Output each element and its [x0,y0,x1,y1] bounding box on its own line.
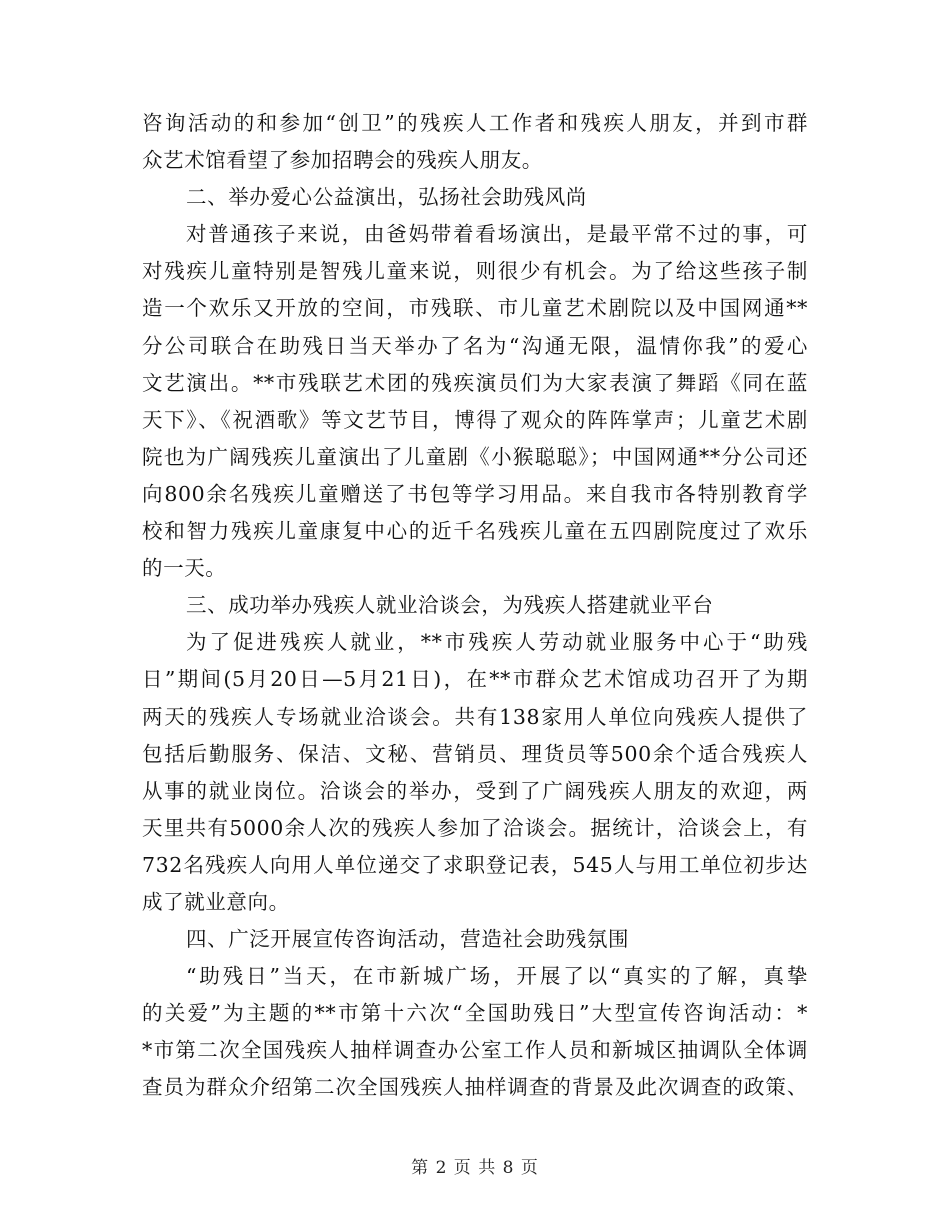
text-line: 四、广泛开展宣传咨询活动，营造社会助残氛围 [186,927,630,952]
text-line: “助残日”当天，在市新城广场，开展了以“真实的了解，真挚 [186,964,808,989]
text-line: 的关爱”为主题的**市第十六次“全国助残日”大型宣传咨询活动：* [142,1001,808,1026]
text-line: 732名残疾人向用人单位递交了求职登记表，545人与用工单位初步达 [142,852,808,877]
text-line: 包括后勤服务、保洁、文秘、营销员、理货员等500余个适合残疾人 [142,741,808,766]
text-line: 从事的就业岗位。洽谈会的举办，受到了广阔残疾人朋友的欢迎，两 [142,778,808,803]
text-line: 成了就业意向。 [142,889,290,914]
text-line: *市第二次全国残疾人抽样调查办公室工作人员和新城区抽调队全体调 [142,1038,808,1063]
page-footer: 第 2 页 共 8 页 [411,1158,539,1178]
text-line: 向800余名残疾儿童赠送了书包等学习用品。来自我市各特别教育学 [142,481,808,506]
text-line: 校和智力残疾儿童康复中心的近千名残疾儿童在五四剧院度过了欢乐 [142,519,808,544]
text-line: 的一天。 [142,556,227,581]
text-line: 三、成功举办残疾人就业洽谈会，为残疾人搭建就业平台 [186,593,714,618]
text-line: 查员为群众介绍第二次全国残疾人抽样调查的背景及此次调查的政策、 [142,1075,808,1100]
text-line: 日”期间(5月20日—5月21日)，在**市群众艺术馆成功召开了为期 [142,667,808,692]
text-line: 文艺演出。**市残联艺术团的残疾演员们为大家表演了舞蹈《同在蓝 [142,370,808,395]
text-line: 对普通孩子来说，由爸妈带着看场演出，是最平常不过的事，可 [186,222,808,247]
document-body [142,105,808,1107]
text-line: 对残疾儿童特别是智残儿童来说，则很少有机会。为了给这些孩子制 [142,259,808,284]
text-line: 院也为广阔残疾儿童演出了儿童剧《小猴聪聪》；中国网通**分公司还 [142,444,808,469]
text-line: 咨询活动的和参加“创卫”的残疾人工作者和残疾人朋友，并到市群 [142,111,808,135]
text-line: 众艺术馆看望了参加招聘会的残疾人朋友。 [142,148,543,173]
text-line: 二、举办爱心公益演出，弘扬社会助残风尚 [186,185,587,210]
text-line: 天里共有5000余人次的残疾人参加了洽谈会。据统计，洽谈会上，有 [142,815,808,840]
text-line: 天下》、《祝酒歌》等文艺节目，博得了观众的阵阵掌声；儿童艺术剧 [142,407,808,432]
text-line: 造一个欢乐又开放的空间，市残联、市儿童艺术剧院以及中国网通** [142,296,808,321]
text-line: 为了促进残疾人就业，**市残疾人劳动就业服务中心于“助残 [186,630,808,655]
text-line: 两天的残疾人专场就业洽谈会。共有138家用人单位向残疾人提供了 [142,704,808,729]
text-line: 分公司联合在助残日当天举办了名为“沟通无限，温情你我”的爱心 [142,333,808,358]
